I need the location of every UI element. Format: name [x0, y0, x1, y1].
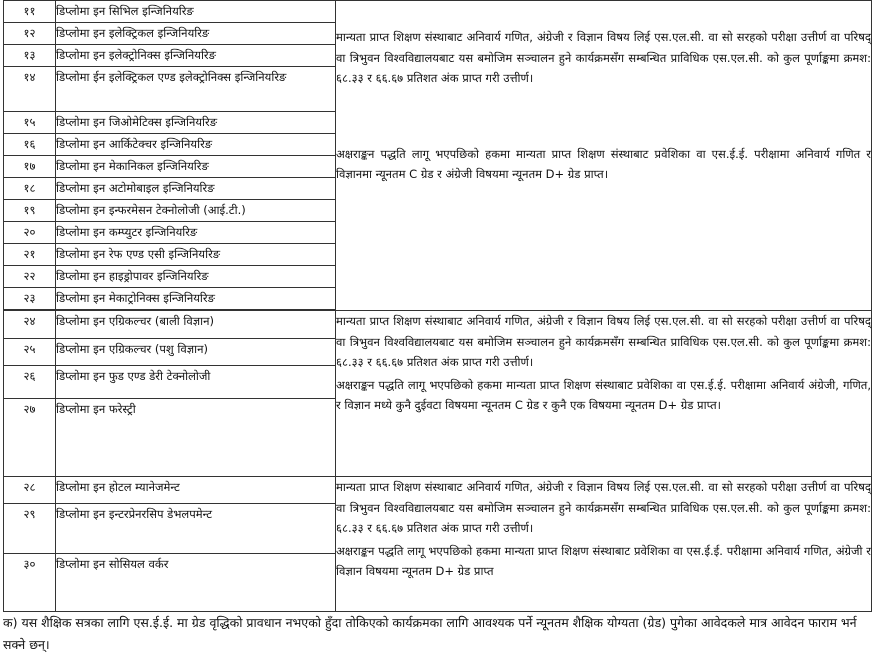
- row-number: १५: [4, 112, 56, 134]
- course-name: डिप्लोमा इन अटोमोबाइल इन्जिनियरिङ: [56, 178, 336, 200]
- row-number: १९: [4, 200, 56, 222]
- row-number: १७: [4, 156, 56, 178]
- course-name: डिप्लोमा इन एग्रिकल्चर (पशु विज्ञान): [56, 339, 336, 366]
- eligibility-table: [3, 0, 872, 612]
- row-number: ३०: [4, 554, 56, 612]
- row-number: २९: [4, 504, 56, 554]
- course-name: डिप्लोमा इन होटल म्यानेजमेन्ट: [56, 477, 336, 504]
- course-name: डिप्लोमा इन इन्टरप्रेनरसिप डेभलपमेन्ट: [56, 504, 336, 554]
- row-number: ११: [4, 1, 56, 23]
- course-name: डिप्लोमा इन सिभिल इन्जिनियरिङ: [56, 1, 336, 23]
- course-name: डिप्लोमा इन सोसियल वर्कर: [56, 554, 336, 612]
- course-name: डिप्लोमा इन इलेक्ट्रोनिक्स इन्जिनियरिङ: [56, 45, 336, 67]
- course-name: डिप्लोमा इन एग्रिकल्चर (बाली विज्ञान): [56, 311, 336, 339]
- row-number: २५: [4, 339, 56, 366]
- row-number: १४: [4, 67, 56, 112]
- course-name: डिप्लोमा इन इलेक्ट्रिकल इन्जिनियरिङ: [56, 23, 336, 45]
- requirement-cell: [336, 311, 872, 477]
- footnote: क) यस शैक्षिक सत्रका लागि एस.ई.ई. मा ग्रेड वृद्धिको प्रावधान नभएको हुँदा तोकिएको कार्यक्रमका लागि आवश्यक पर्ने न्यूनतम शैक्षिक योग्यता (ग्रेड) पुगेका आवेदकले मात्र आवेदन फाराम भर्न सक्ने छन्।: [3, 615, 857, 652]
- requirement-grade-text: अक्षराङ्कन पद्धति लागू भएपछिको हकमा मान्यता प्राप्त शिक्षण संस्थाबाट प्रवेशिका वा एस.ई.ई. परीक्षामा अनिवार्य गणित, अंग्रेजी र विज्ञान विषयमा न्यूनतम D+ ग्रेड प्राप्त: [336, 543, 871, 578]
- requirement-grade-text: अक्षराङ्कन पद्धति लागू भएपछिको हकमा मान्यता प्राप्त शिक्षण संस्थाबाट प्रवेशिका वा एस.ई.ई. परीक्षामा अनिवार्य अंग्रेजी, गणित, र विज्ञान मध्ये कुनै दुईवटा विषयमा न्यूनतम C ग्रेड र कुनै एक विषयमा न्यूनतम D+ ग्रेड प्राप्त।: [336, 377, 871, 412]
- course-name: डिप्लोमा इन जिओमेटिक्स इन्जिनियरिङ: [56, 112, 336, 134]
- course-name: डिप्लोमा इन मेकाट्रोनिक्स इन्जिनियरिङ: [56, 288, 336, 310]
- row-number: २३: [4, 288, 56, 310]
- course-name-text: डिप्लोमा ईन इलेक्ट्रिकल एण्ड इलेक्ट्रोनिक्स इन्जिनियरिङ: [56, 70, 287, 84]
- course-name: डिप्लोमा इन फरेस्ट्री: [56, 399, 336, 477]
- row-number: १३: [4, 45, 56, 67]
- row-number: २८: [4, 477, 56, 504]
- row-number: २४: [4, 311, 56, 339]
- row-number: १८: [4, 178, 56, 200]
- course-name: डिप्लोमा इन हाइड्रोपावर इन्जिनियरिङ: [56, 266, 336, 288]
- requirement-text: मान्यता प्राप्त शिक्षण संस्थाबाट अनिवार्य गणित, अंग्रेजी र विज्ञान विषय लिई एस.एल.सी. वा सो सरहको परीक्षा उत्तीर्ण वा परिषद् वा त्रिभुवन विश्वविद्यालयबाट यस बमोजिम सञ्चालन हुने कार्यक्रमसँग सम्बन्धित प्राविधिक एस.एल.सी. को कुल पूर्णाङ्कमा क्रमश: ६८.३३ र ६६.६७ प्रतिशत अंक प्राप्त गरी उत्तीर्ण।: [336, 480, 871, 535]
- row-number: २०: [4, 222, 56, 244]
- row-number: २१: [4, 244, 56, 266]
- course-name: डिप्लोमा इन इन्फरमेसन टेक्नोलोजी (आई.टी.): [56, 200, 336, 222]
- course-name: डिप्लोमा इन फुड एण्ड डेरी टेक्नोलोजी: [56, 366, 336, 399]
- course-name: [56, 67, 336, 112]
- course-name: डिप्लोमा इन रेफ एण्ड एसी इन्जिनियरिङ: [56, 244, 336, 266]
- row-number: १२: [4, 23, 56, 45]
- row-number: १६: [4, 134, 56, 156]
- requirement-grade-text: अक्षराङ्कन पद्धति लागू भएपछिको हकमा मान्यता प्राप्त शिक्षण संस्थाबाट प्रवेशिका वा एस.ई.ई. परीक्षामा अनिवार्य गणित र विज्ञानमा न्यूनतम C ग्रेड र अंग्रेजी विषयमा न्यूनतम D+ ग्रेड प्राप्त।: [336, 146, 871, 181]
- course-name: डिप्लोमा इन कम्प्युटर इन्जिनियरिङ: [56, 222, 336, 244]
- requirement-cell: [336, 1, 872, 311]
- row-number: २२: [4, 266, 56, 288]
- row-number: २७: [4, 399, 56, 477]
- course-name: डिप्लोमा इन मेकानिकल इन्जिनियरिङ: [56, 156, 336, 178]
- row-number: २६: [4, 366, 56, 399]
- requirement-cell: [336, 477, 872, 612]
- requirement-text: मान्यता प्राप्त शिक्षण संस्थाबाट अनिवार्य गणित, अंग्रेजी र विज्ञान विषय लिई एस.एल.सी. वा सो सरहको परीक्षा उत्तीर्ण वा परिषद् वा त्रिभुवन विश्वविद्यालयबाट यस बमोजिम सञ्चालन हुने कार्यक्रमसँग सम्बन्धित प्राविधिक एस.एल.सी. को कुल पूर्णाङ्कमा क्रमश: ६८.३३ र ६६.६७ प्रतिशत अंक प्राप्त गरी उत्तीर्ण।: [336, 314, 871, 369]
- requirement-text: मान्यता प्राप्त शिक्षण संस्थाबाट अनिवार्य गणित, अंग्रेजी र विज्ञान विषय लिई एस.एल.सी. वा सो सरहको परीक्षा उत्तीर्ण वा परिषद् वा त्रिभुवन विश्वविद्यालयबाट यस बमोजिम सञ्चालन हुने कार्यक्रमसँग सम्बन्धित प्राविधिक एस.एल.सी. को कुल पूर्णाङ्कमा क्रमश: ६८.३३ र ६६.६७ प्रतिशत अंक प्राप्त गरी उत्तीर्ण।: [336, 30, 871, 85]
- course-name: डिप्लोमा इन आर्किटेक्चर इन्जिनियरिङ: [56, 134, 336, 156]
